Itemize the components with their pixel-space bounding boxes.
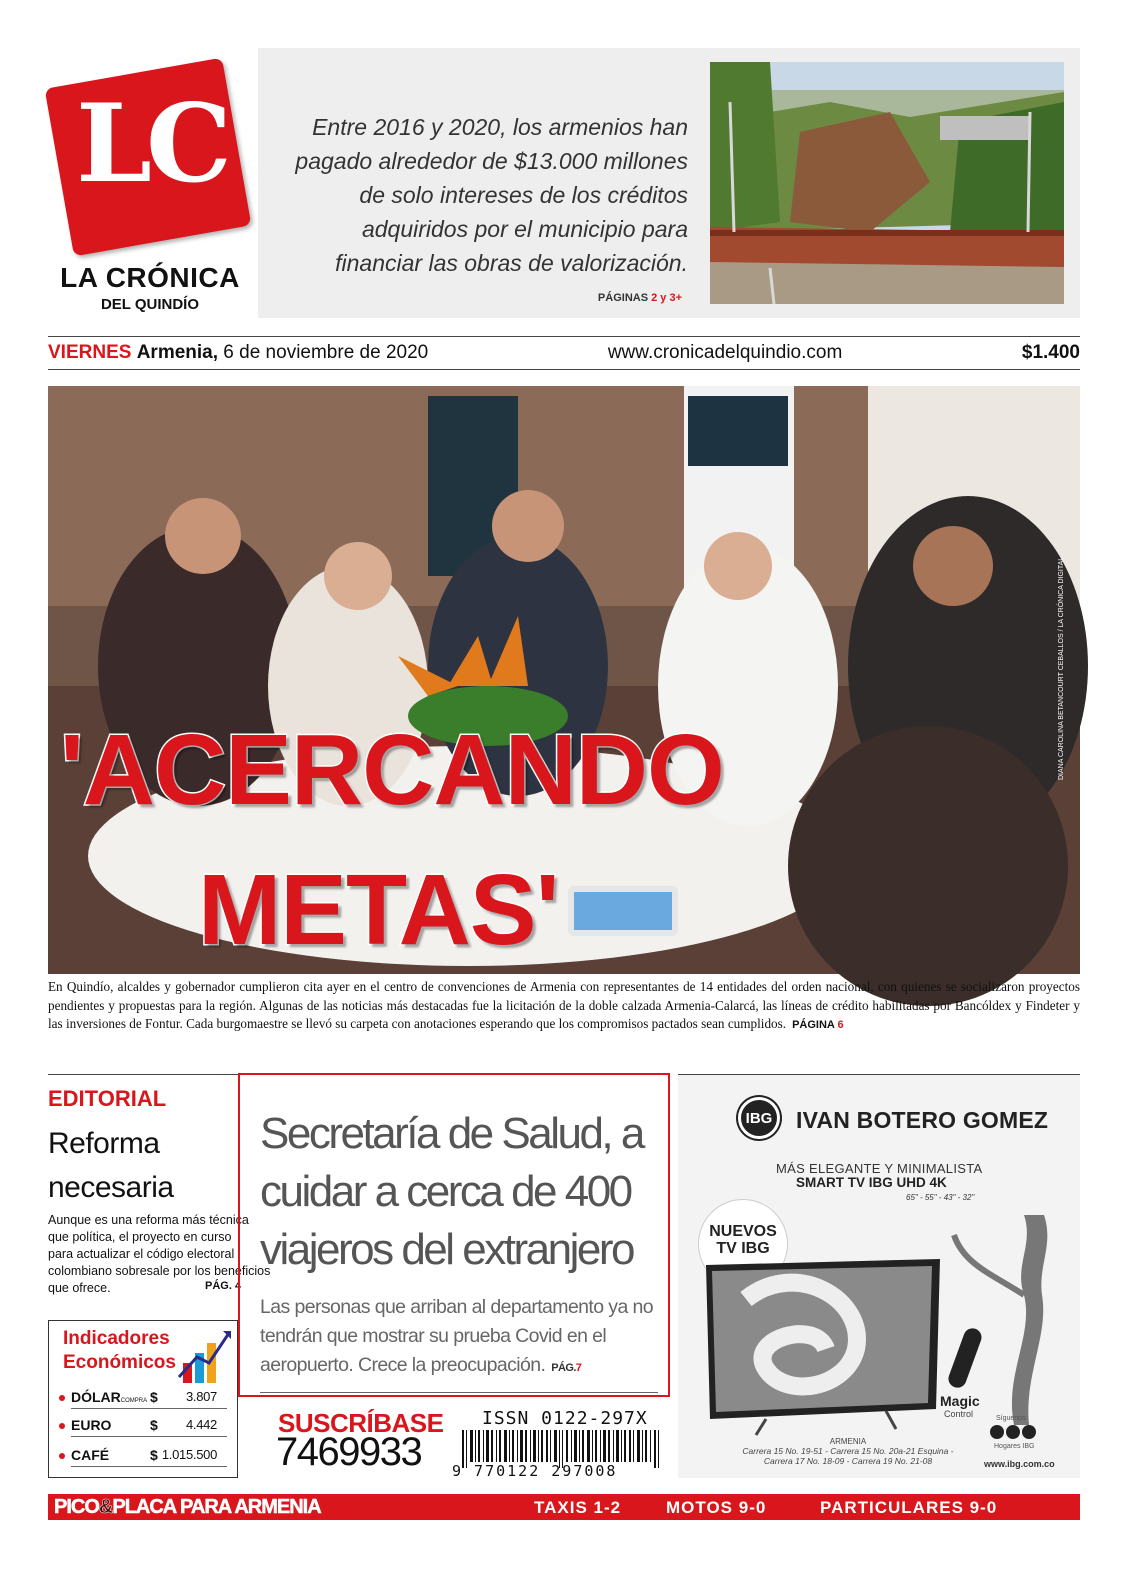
newspaper-name: LA CRÓNICA: [60, 262, 240, 293]
editorial-body: Aunque es una reforma más técnica que política, el proyecto en curso para actualizar el código electoral colombiano sobresale por los beneficios que ofrece.: [48, 1213, 271, 1295]
main-headline-line1[interactable]: 'ACERCANDO: [60, 714, 724, 826]
date: VIERNES Armenia, 6 de noviembre de 2020: [48, 342, 429, 363]
taxis-restriction: TAXIS 1-2: [534, 1498, 622, 1517]
indicator-euro: EURO $ 4.442: [57, 1417, 227, 1439]
pico-placa-bar: [48, 1494, 1080, 1520]
editorial-label: EDITORIAL: [48, 1086, 167, 1111]
price: $1.400: [1021, 342, 1080, 363]
tv-image: [706, 1259, 940, 1435]
feature-summary: Las personas que arriban al departamento ya no tendrán que mostrar su prueba Covid en el aeropuerto. Crece la preocupación. PÁG.7: [260, 1296, 654, 1376]
issn: ISSN 0122-297X: [482, 1408, 648, 1429]
editorial-page-ref: PÁG. 4: [205, 1280, 242, 1292]
main-headline-line2[interactable]: METAS': [198, 854, 559, 966]
indicators-title: Indicadores Económicos: [63, 1328, 176, 1373]
ad-address-title: ARMENIA: [829, 1437, 867, 1446]
chart-icon: [177, 1327, 233, 1387]
barcode-number: 9 770122 297008: [452, 1462, 618, 1480]
economic-indicators: [48, 1320, 238, 1478]
top-teaser[interactable]: [258, 48, 1080, 318]
instagram-icon: [1006, 1425, 1020, 1439]
editorial-title[interactable]: Reforma necesaria: [48, 1127, 174, 1204]
indicator-dolar: DÓLARCOMPRA $ 3.807: [57, 1389, 227, 1411]
feature-headline[interactable]: Secretaría de Salud, a cuidar a cerca de 400 viajeros del extranjero: [260, 1109, 643, 1274]
feature-page-ref: PÁG.7: [551, 1362, 582, 1374]
ad-magic-sub: Control: [944, 1409, 974, 1419]
ad-product: SMART TV IBG UHD 4K: [796, 1175, 947, 1190]
teaser-text: Entre 2016 y 2020, los armenios han pagado alrededor de $13.000 millones de solo intereses de los créditos adquiridos por el municipio para financiar las obras de valorización.: [295, 114, 688, 276]
divider: [48, 1074, 238, 1075]
ad-brand: IVAN BOTERO GOMEZ: [796, 1107, 1049, 1133]
ad-new-label: NUEVOS TV IBG: [709, 1223, 777, 1257]
ad-follow-handle: Hogares IBG: [994, 1443, 1035, 1450]
date-bar: [48, 336, 1080, 370]
feature-story[interactable]: [238, 1073, 670, 1397]
facebook-icon: [990, 1425, 1004, 1439]
teaser-pages: PÁGINAS 2 y 3+: [597, 292, 682, 304]
youtube-icon: [1022, 1425, 1036, 1439]
motos-restriction: MOTOS 9-0: [666, 1498, 767, 1517]
ad-tagline: MÁS ELEGANTE Y MINIMALISTA: [776, 1161, 983, 1176]
newspaper-logo[interactable]: [48, 62, 248, 262]
photo-credit: DIANA CAROLINA BETANCOURT CEBALLOS / LA CRÓNICA DIGITAL: [1058, 556, 1065, 780]
newspaper-subname: DEL QUINDÍO: [100, 296, 200, 313]
ad-logo: IBG: [738, 1097, 780, 1139]
pico-placa-title: PICO&PLACA PARA ARMENIA: [54, 1496, 321, 1518]
ad-url[interactable]: www.ibg.com.co: [984, 1459, 1055, 1469]
website-link[interactable]: www.cronicadelquindio.com: [607, 342, 843, 363]
subscribe-phone[interactable]: 7469933: [276, 1430, 422, 1474]
advertisement[interactable]: [678, 1074, 1080, 1478]
caption-page-ref: PÁGINA 6: [792, 1019, 844, 1031]
divider: [260, 1392, 658, 1393]
social-icons[interactable]: [990, 1425, 1036, 1439]
subscribe-label: SUSCRÍBASE: [278, 1408, 444, 1438]
photo-caption: En Quindío, alcaldes y gobernador cumplieron cita ayer en el centro de convenciones de Armenia con representantes de 14 entidades del orden nacional, con quienes se socializaron proyectos pendientes y propuestas para la región. Algunas de las noticias más destacadas fue la licitación de la doble calzada Armenia-Calarcá, las líneas de crédito habilitadas por Bancóldex y Findeter y las inversiones de Fontur. Cada burgomaestre se llevó su carpeta con anotaciones esperando que los compromisos pactados sean cumplidos. PÁGINA 6: [48, 979, 1080, 1031]
ad-sizes: 65" - 55" - 43" - 32": [906, 1193, 975, 1202]
teaser-photo: [710, 62, 1064, 304]
logo-text: LC: [76, 81, 226, 207]
indicator-cafe: CAFÉ $ 1.015.500: [57, 1447, 227, 1469]
ad-address: Carrera 15 No. 19-51 - Carrera 15 No. 20a-21 Esquina - Carrera 17 No. 18-09 - Carrera 19 No. 21-08: [742, 1446, 954, 1466]
particulares-restriction: PARTICULARES 9-0: [820, 1498, 998, 1517]
ad-follow: Síguenos: [996, 1415, 1026, 1422]
ad-magic-label: Magic: [940, 1393, 980, 1409]
